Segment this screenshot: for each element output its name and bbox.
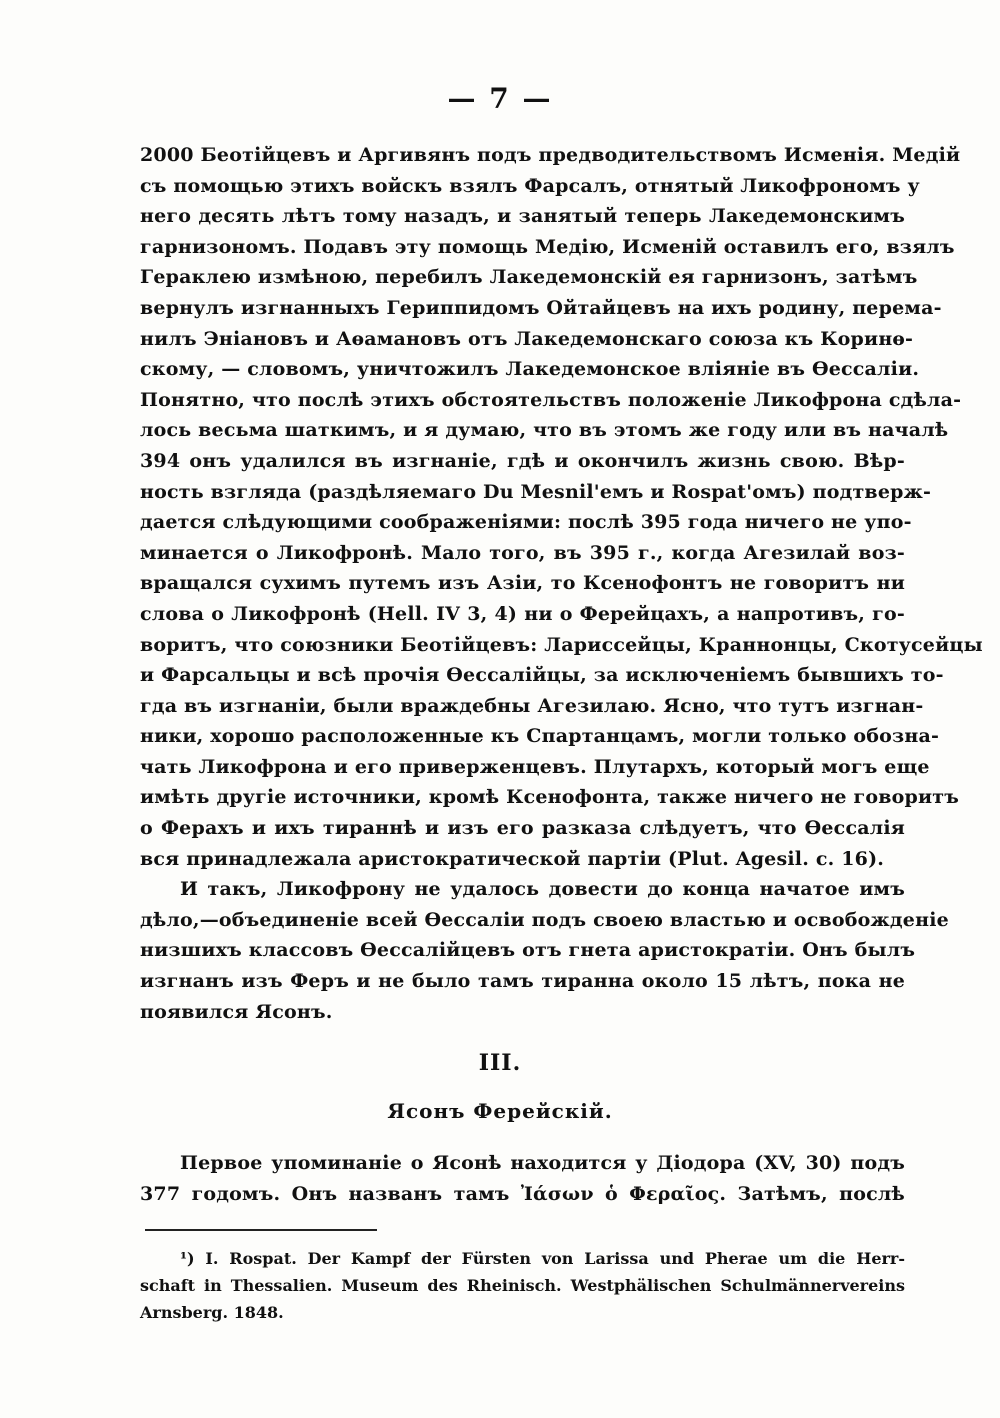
- paragraph-first-line: И такъ, Ликофрону не удалось довести до конца начатое имъ: [180, 878, 905, 901]
- text-line: 377 годомъ. Онъ названъ тамъ Ἰάσων ὁ Φεραῖος. Затѣмъ, послѣ: [140, 1182, 905, 1205]
- text-line: ники, хорошо расположенные къ Спартанцамъ, могли только обозна-: [140, 725, 940, 748]
- section-numeral: III.: [478, 1050, 522, 1076]
- section-title: Ясонъ Ферейскій.: [387, 1099, 613, 1123]
- footnote-line: schaft in Thessalien. Museum des Rheinisch. Westphälischen Schulmännervereins: [140, 1276, 905, 1295]
- text-line: скому, — словомъ, уничтожилъ Лакедемонское вліяніе въ Ѳессаліи.: [140, 358, 920, 381]
- page-number: — 7 —: [447, 82, 553, 115]
- text-line: чать Ликофрона и его приверженцевъ. Плутархъ, который могъ еще: [140, 755, 930, 778]
- text-line: нилъ Эніановъ и Аѳамановъ отъ Лакедемонскаго союза къ Коринѳ-: [140, 327, 914, 350]
- text-line: гарнизономъ. Подавъ эту помощь Медію, Исменій оставилъ его, взялъ: [140, 235, 955, 258]
- footnote-line: Arnsberg. 1848.: [140, 1303, 284, 1322]
- text-line: съ помощью этихъ войскъ взялъ Фарсалъ, отнятый Ликофрономъ у: [140, 174, 920, 197]
- text-line: изгнанъ изъ Феръ и не было тамъ тиранна около 15 лѣтъ, пока не: [140, 970, 905, 993]
- text-line: лось весьма шаткимъ, и я думаю, что въ этомъ же году или въ началѣ: [140, 419, 949, 442]
- text-line: него десять лѣтъ тому назадъ, и занятый теперь Лакедемонскимъ: [140, 205, 905, 228]
- text-line: ность взгляда (раздѣляемаго Du Mesnil'емъ и Rospat'омъ) подтверж-: [140, 480, 932, 503]
- text-line: 394 онъ удалился въ изгнаніе, гдѣ и окончилъ жизнь свою. Вѣр-: [140, 449, 905, 472]
- text-line: Гераклею измѣною, перебилъ Лакедемонскій ея гарнизонъ, затѣмъ: [140, 266, 918, 289]
- text-line: появился Ясонъ.: [140, 1000, 333, 1023]
- text-line: дѣло,—объединеніе всей Ѳессаліи подъ своею властью и освобожденіе: [140, 908, 949, 931]
- text-line: имѣть другіе источники, кромѣ Ксенофонта, также ничего не говоритъ: [140, 786, 960, 809]
- text-line: низшихъ классовъ Ѳессалійцевъ отъ гнета аристократіи. Онъ былъ: [140, 939, 916, 962]
- text-line: Понятно, что послѣ этихъ обстоятельствъ положеніе Ликофрона сдѣла-: [140, 388, 962, 411]
- text-line: дается слѣдующими соображеніями: послѣ 395 года ничего не упо-: [140, 511, 912, 534]
- paragraph-first-line: Первое упоминаніе о Ясонѣ находится у Діодора (XV, 30) подъ: [180, 1152, 905, 1174]
- text-line: вся принадлежала аристократической партіи (Plut. Agesil. c. 16).: [140, 847, 885, 870]
- section-text-block: [140, 1148, 905, 1209]
- text-line: 2000 Беотійцевъ и Аргивянъ подъ предводительствомъ Исменія. Медій: [140, 144, 961, 166]
- text-line: минается о Ликофронѣ. Мало того, въ 395 г., когда Агезилай воз-: [140, 541, 905, 564]
- footnote-line: ¹) I. Rospat. Der Kampf der Fürsten von Larissa und Pherae um die Herr-: [180, 1249, 905, 1268]
- footnote-divider: [145, 1229, 377, 1231]
- text-line: гда въ изгнаніи, были враждебны Агезилаю. Ясно, что тутъ изгнан-: [140, 694, 924, 717]
- text-line: вернулъ изгнанныхъ Гериппидомъ Ойтайцевъ на ихъ родину, перема-: [140, 296, 942, 319]
- main-text-block: [140, 140, 983, 1027]
- text-line: о Ферахъ и ихъ тираннѣ и изъ его разказа слѣдуетъ, что Ѳессалія: [140, 817, 905, 840]
- text-line: и Фарсальцы и всѣ прочія Ѳессалійцы, за исключеніемъ бывшихъ то-: [140, 664, 944, 687]
- footnote-block: [140, 1245, 905, 1326]
- text-line: воритъ, что союзники Беотійцевъ: Лариссейцы, Краннонцы, Скотусейцы: [140, 633, 983, 656]
- text-line: слова о Ликофронѣ (Hell. IV 3, 4) ни о Ферейцахъ, а напротивъ, го-: [140, 602, 905, 625]
- text-line: вращался сухимъ путемъ изъ Азіи, то Ксенофонтъ не говоритъ ни: [140, 572, 905, 595]
